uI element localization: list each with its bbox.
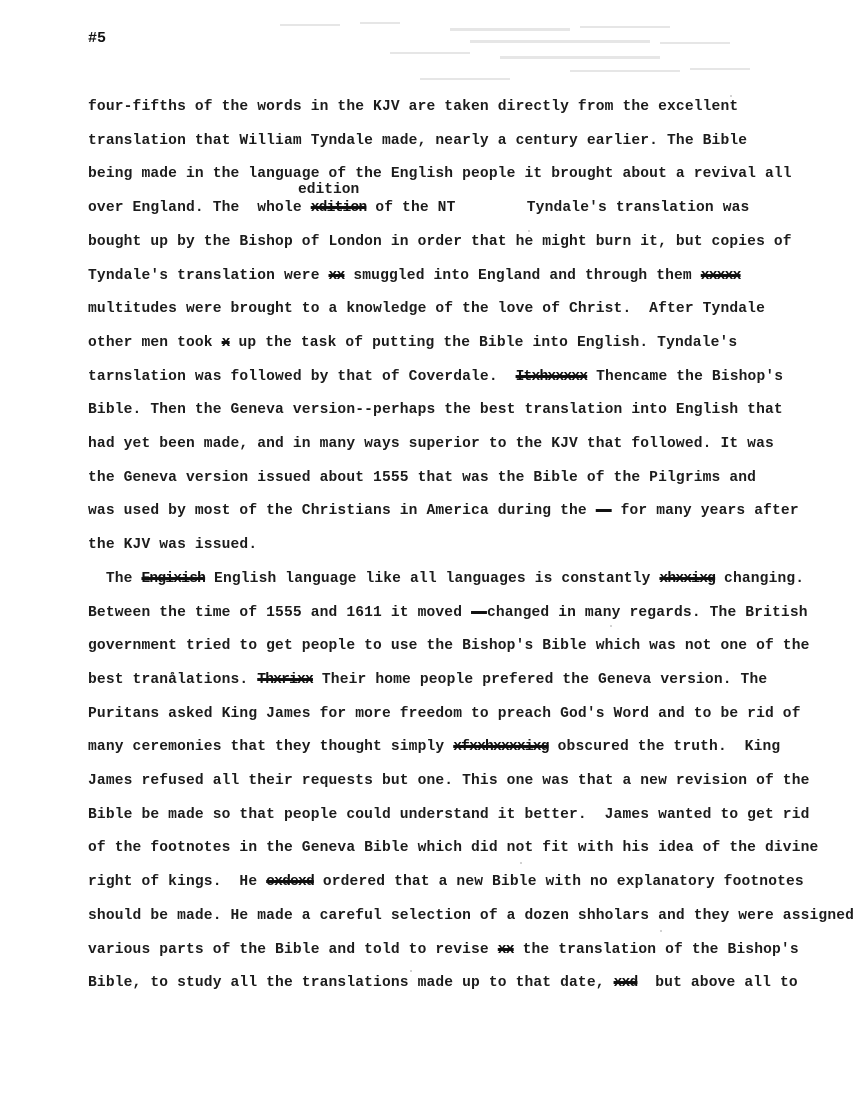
struck-out-text: xx	[497, 941, 514, 958]
text-line	[88, 604, 808, 622]
text-segment: many ceremonies that they thought simply	[88, 739, 454, 756]
text-line	[88, 435, 774, 453]
struck-out-text: --	[595, 503, 612, 520]
text-segment: English language like all languages is constantly	[205, 570, 660, 587]
struck-out-text: Engixish	[141, 570, 206, 587]
text-line	[88, 469, 756, 487]
text-segment: for many years after	[611, 503, 799, 520]
struck-out-text: --	[471, 604, 487, 621]
text-line	[88, 300, 765, 318]
struck-out-text: xhxxixg	[659, 570, 716, 587]
text-segment: various parts of the Bible and told to revise	[88, 941, 498, 958]
text-segment: the translation of the Bishop's	[513, 941, 799, 958]
text-segment: changed in many regards. The British	[486, 604, 808, 621]
text-segment: ordered that a new Bible with no explanatory footnotes	[313, 874, 804, 891]
text-line	[88, 98, 738, 116]
text-segment: right of kings. He	[88, 874, 267, 891]
text-line	[88, 368, 783, 386]
text-segment: four-fifths of the words in the KJV are taken directly from the excellent	[88, 99, 739, 115]
text-segment: other men took	[88, 334, 222, 351]
struck-out-text: xfxxhxxxxixg	[453, 739, 549, 756]
text-segment: multitudes were brought to a knowledge of the love of Christ. After Tyndale	[88, 301, 765, 318]
text-segment: best tranålations.	[88, 671, 258, 688]
text-line	[88, 637, 810, 655]
struck-out-text: xxd	[613, 975, 638, 992]
text-line	[88, 233, 792, 251]
text-line	[88, 941, 799, 959]
text-segment: translation that William Tyndale made, nearly a century earlier. The Bible	[88, 132, 748, 149]
text-segment: The	[88, 570, 142, 587]
text-segment: government tried to get people to use the Bishop's Bible which was not one of the	[88, 638, 810, 655]
text-segment: of the NT Tyndale's translation was	[366, 200, 750, 217]
text-line	[88, 671, 767, 689]
text-line	[88, 502, 799, 520]
struck-out-text: xx	[328, 267, 345, 284]
struck-out-text: x	[221, 334, 230, 351]
text-line	[88, 974, 798, 992]
text-segment: of the footnotes in the Geneva Bible which did not fit with his idea of the divine	[88, 840, 819, 857]
text-segment: Puritans asked King James for more freedom to preach God's Word and to be rid of	[88, 705, 801, 722]
text-segment: being made in the language of the English people it brought about a revival all	[88, 166, 792, 183]
text-segment: but above all to	[637, 975, 798, 992]
text-segment: should be made. He made a careful selection of a dozen shholars and they were assigned	[88, 907, 855, 924]
text-segment: tarnslation was followed by that of Coverdale.	[88, 368, 516, 385]
text-segment: Bible. Then the Geneva version--perhaps the best translation into English that	[88, 402, 783, 419]
text-segment: Between the time of 1555 and 1611 it moved	[88, 604, 472, 621]
bleed-through-marks	[270, 18, 790, 88]
struck-out-text: oxdexd	[266, 874, 314, 891]
text-line	[88, 536, 257, 554]
text-segment: Thencame the Bishop's	[587, 368, 784, 385]
text-line	[88, 165, 792, 183]
struck-out-text: xxxxx	[700, 267, 741, 284]
struck-out-text: Thxrixx	[257, 671, 313, 688]
text-line	[88, 570, 804, 588]
text-line	[88, 199, 749, 217]
page-number: #5	[88, 30, 107, 47]
text-segment: Their home people prefered the Geneva version. The	[312, 671, 768, 688]
text-segment: smuggled into England and through them	[344, 267, 701, 284]
text-line	[88, 772, 810, 790]
text-line	[88, 705, 801, 723]
text-segment: the KJV was issued.	[88, 537, 258, 554]
text-segment: was used by most of the Christians in America during the	[88, 503, 596, 520]
text-segment: up the task of putting the Bible into English. Tyndale's	[229, 334, 738, 351]
text-segment: bought up by the Bishop of London in order that he might burn it, but copies of	[88, 233, 792, 250]
text-line	[88, 334, 737, 352]
handwritten-insertion: edition	[298, 182, 360, 198]
text-segment: Tyndale's translation were	[88, 267, 329, 284]
text-segment: Bible, to study all the translations made up to that date,	[88, 975, 614, 992]
text-line	[88, 132, 747, 150]
text-segment: over England. The whole	[88, 200, 311, 217]
text-segment: Bible be made so that people could understand it better. James wanted to get rid	[88, 806, 810, 823]
text-line	[88, 839, 818, 857]
struck-out-text: Itxhxxxxx	[515, 368, 588, 385]
text-line	[88, 907, 854, 925]
text-line	[88, 401, 783, 419]
text-segment: changing.	[715, 570, 805, 587]
struck-out-text: xdition	[310, 200, 367, 217]
text-line	[88, 267, 741, 285]
text-line	[88, 806, 810, 824]
text-segment: the Geneva version issued about 1555 that was the Bible of the Pilgrims and	[88, 469, 757, 486]
text-segment: had yet been made, and in many ways superior to the KJV that followed. It was	[88, 436, 774, 452]
text-segment: obscured the truth. King	[548, 739, 781, 756]
text-line	[88, 738, 780, 756]
text-line	[88, 873, 804, 891]
text-segment: James refused all their requests but one. This one was that a new revision of the	[88, 773, 810, 789]
